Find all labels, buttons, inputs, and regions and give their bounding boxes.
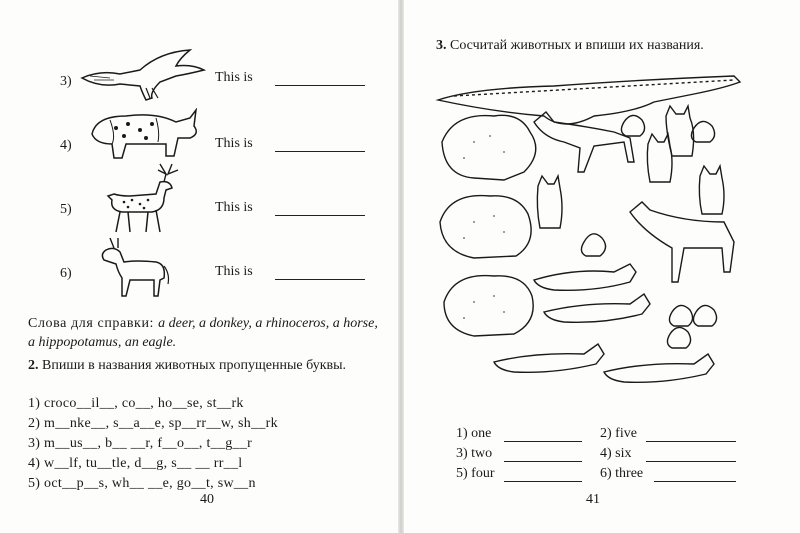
this-is-label: This is: [215, 136, 253, 151]
exercise-row-3: [0, 48, 398, 108]
page-40: [0, 0, 398, 533]
answer-blank[interactable]: [646, 441, 736, 442]
answer-blank[interactable]: [504, 481, 582, 482]
answer-label: 1) one: [456, 426, 492, 441]
eagle-drawing: [80, 48, 210, 104]
frog-drawing: [621, 115, 644, 136]
deer-drawing: [100, 160, 200, 238]
rhinoceros-drawing: [86, 108, 206, 164]
exercise-row-5: [0, 168, 398, 238]
frog-drawing: [693, 305, 716, 326]
wolf-drawing: [534, 264, 636, 290]
this-is-label: This is: [215, 264, 253, 279]
answer-label: 3) two: [456, 446, 493, 461]
wolf-drawing: [604, 354, 714, 382]
this-is-label: This is: [215, 200, 253, 215]
page-number: 40: [200, 492, 214, 507]
wolf-drawing: [544, 294, 650, 322]
exercise-row-4: [0, 108, 398, 168]
answer-blank[interactable]: [275, 215, 365, 216]
answer-blank[interactable]: [654, 481, 736, 482]
animals-counting-illustration: [434, 72, 754, 412]
reference-list: a deer, a donkey, a rhinoceros, a horse, a hippopotamus, an eagle.: [28, 316, 378, 350]
answer-blank[interactable]: [504, 441, 582, 442]
frog-drawing: [691, 121, 714, 142]
answer-label: 5) four: [456, 466, 495, 481]
frog-drawing: [669, 305, 692, 326]
row-number: 4): [60, 138, 72, 153]
row-number: 6): [60, 266, 72, 281]
page-41: [404, 0, 800, 533]
list-item: 1) croco__il__, co__, ho__se, st__rk: [28, 396, 244, 411]
reference-label: Слова для справки:: [28, 316, 155, 331]
row-number: 3): [60, 74, 72, 89]
page-number: 41: [586, 492, 600, 507]
task-text: Сосчитай животных и впиши их названия.: [450, 38, 704, 53]
exercise-row-6: [0, 234, 398, 300]
task-3-heading: [436, 38, 704, 54]
cat-drawing: [699, 166, 724, 214]
crocodile-drawing: [438, 76, 740, 124]
answer-blank[interactable]: [275, 151, 365, 152]
bear-drawing: [440, 196, 531, 258]
list-item: 2) m__nke__, s__a__e, sp__rr__w, sh__rk: [28, 416, 278, 431]
list-item: 4) w__lf, tu__tle, d__g, s__ __ rr__l: [28, 456, 243, 471]
task-number: 3.: [436, 38, 447, 53]
task-text: Впиши в названия животных пропущенные буквы.: [42, 358, 347, 373]
answer-blank[interactable]: [646, 461, 736, 462]
cat-drawing: [537, 176, 562, 228]
bear-drawing: [442, 115, 536, 180]
this-is-label: This is: [215, 70, 253, 85]
answer-blank[interactable]: [275, 85, 365, 86]
frog-drawing: [581, 234, 605, 256]
reference-words: [28, 314, 383, 352]
donkey-drawing: [96, 234, 176, 300]
answer-blank[interactable]: [504, 461, 582, 462]
answer-label: 2) five: [600, 426, 637, 441]
row-number: 5): [60, 202, 72, 217]
wolf-drawing: [494, 344, 604, 372]
task-number: 2.: [28, 358, 39, 373]
list-item: 3) m__us__, b__ __r, f__o__, t__g__r: [28, 436, 253, 451]
answer-label: 6) three: [600, 466, 644, 481]
answer-blank[interactable]: [275, 279, 365, 280]
bear-drawing: [444, 276, 533, 336]
answer-label: 4) six: [600, 446, 632, 461]
task-2-heading: [28, 356, 388, 375]
list-item: 5) oct__p__s, wh__ __e, go__t, sw__n: [28, 476, 256, 491]
frog-drawing: [667, 327, 690, 348]
